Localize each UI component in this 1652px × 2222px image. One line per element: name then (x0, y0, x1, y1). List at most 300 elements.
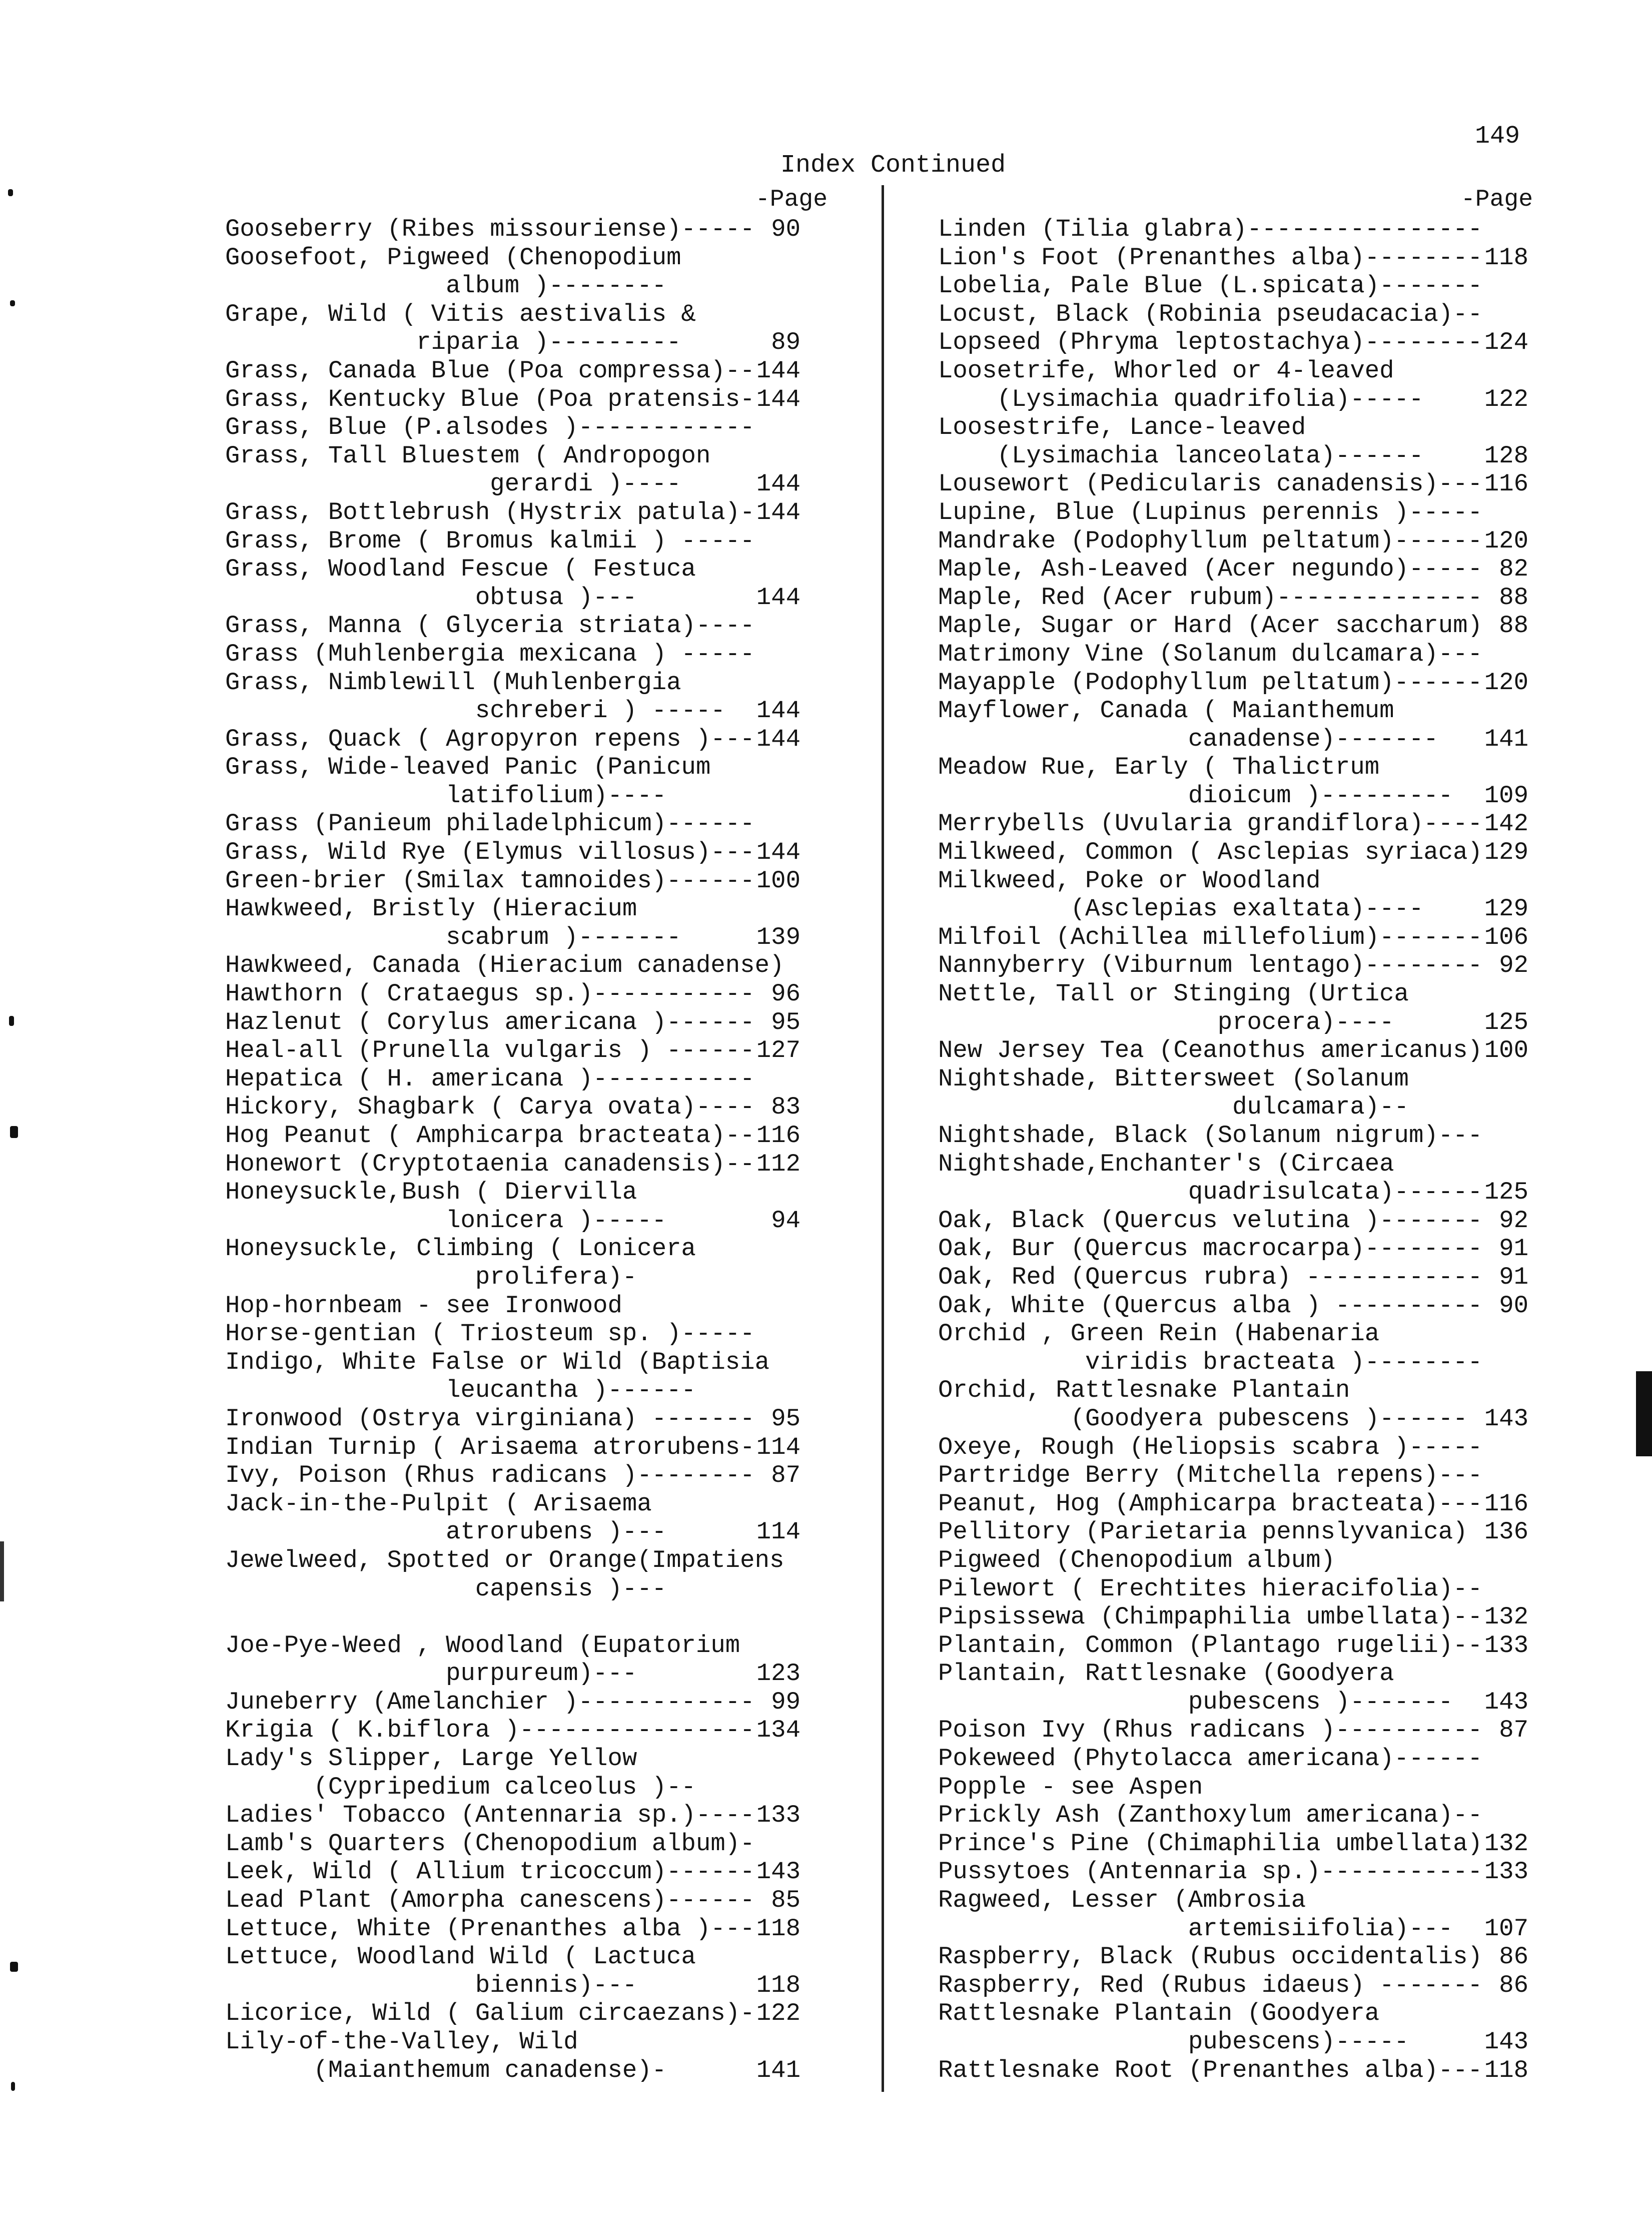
index-entry-page: 144 (756, 356, 800, 385)
index-entry-text: (Cypripedium calceolus )-- (225, 1773, 696, 1801)
index-entry (225, 1915, 800, 1943)
index-entry (938, 697, 1528, 725)
index-entry (938, 1320, 1528, 1348)
index-entry-page: 86 (1499, 1943, 1528, 1971)
index-entry (225, 612, 800, 640)
index-entry (225, 1943, 800, 1971)
index-entry (938, 895, 1528, 923)
index-entry (938, 867, 1528, 895)
index-entry-text: Lamb's Quarters (Chenopodium album)- (225, 1829, 755, 1858)
index-entry-text: Indian Turnip ( Arisaema atrorubens- (225, 1433, 755, 1461)
index-entry-text: schreberi ) ----- (225, 697, 725, 725)
index-entry-text: leucantha )------ (225, 1376, 696, 1405)
index-entry (938, 1745, 1528, 1773)
index-entry-page: 142 (1484, 810, 1528, 838)
index-entry (938, 1207, 1528, 1235)
index-entry-text: latifolium)---- (225, 781, 667, 810)
index-entry (225, 1320, 800, 1348)
index-entry-text: Honewort (Cryptotaenia canadensis)-- (225, 1150, 755, 1178)
index-entry-page: 88 (1499, 583, 1528, 612)
index-entry-text: Pigweed (Chenopodium album) (938, 1546, 1335, 1574)
index-entry (225, 1178, 800, 1207)
index-entry-text: New Jersey Tea (Ceanothus americanus) (938, 1036, 1482, 1065)
index-entry-text: Lobelia, Pale Blue (L.spicata)------- (938, 272, 1482, 300)
index-entry-page: 118 (1484, 2056, 1528, 2084)
index-entry-page: 128 (1484, 441, 1528, 470)
index-entry-text: riparia )--------- (225, 328, 681, 357)
index-entry (938, 442, 1528, 470)
index-entry-text: gerardi )---- (225, 470, 681, 498)
index-entry (938, 1631, 1528, 1660)
index-entry-page: 99 (771, 1688, 800, 1716)
index-entry-text: Grass, Canada Blue (Poa compressa)-- (225, 356, 755, 385)
index-entry (225, 1801, 800, 1830)
index-entry-page: 122 (1484, 385, 1528, 413)
index-entry (225, 1886, 800, 1915)
index-entry (225, 895, 800, 923)
index-entry-page: 90 (1499, 1291, 1528, 1320)
index-entry-text: pubescens )------- (938, 1688, 1453, 1716)
index-entry (938, 612, 1528, 640)
index-entry (938, 272, 1528, 300)
index-entry (225, 244, 800, 272)
index-entry (225, 1263, 800, 1292)
index-entry-page: 136 (1484, 1518, 1528, 1546)
index-entry-page: 118 (756, 1914, 800, 1943)
index-entry-text: Rattlesnake Root (Prenanthes alba)--- (938, 2056, 1482, 2084)
index-entry-text: Grass (Muhlenbergia mexicana ) ----- (225, 640, 755, 668)
index-entry-text: Hickory, Shagbark ( Carya ovata)---- (225, 1093, 755, 1122)
index-entry-page: 143 (756, 1858, 800, 1886)
index-entry (938, 669, 1528, 697)
index-entry-text: Grass, Quack ( Agropyron repens )--- (225, 725, 755, 753)
index-entry (225, 357, 800, 385)
index-entry (938, 1405, 1528, 1433)
index-entry-text: album )-------- (225, 272, 667, 300)
index-entry (225, 1716, 800, 1745)
index-entry-text: Lion's Foot (Prenanthes alba)-------- (938, 243, 1482, 272)
index-entry-text: Milkweed, Common ( Asclepias syriaca) (938, 838, 1482, 867)
index-entry-text: Honeysuckle, Climbing ( Lonicera (225, 1235, 696, 1263)
index-entry-text: Lousewort (Pedicularis canadensis)--- (938, 470, 1482, 498)
index-entry-page: 82 (1499, 555, 1528, 584)
index-entry-page: 132 (1484, 1603, 1528, 1631)
index-entry-text: Mayflower, Canada ( Maianthemum (938, 697, 1394, 725)
index-entry-page: 116 (756, 1122, 800, 1150)
index-entry-page: 92 (1499, 951, 1528, 980)
index-entry-text: Peanut, Hog (Amphicarpa bracteata)--- (938, 1489, 1482, 1518)
index-entry (938, 1376, 1528, 1405)
index-entry-text: Orchid, Rattlesnake Plantain (938, 1376, 1350, 1405)
index-entry-text: Grass, Nimblewill (Muhlenbergia (225, 668, 681, 697)
index-entry (938, 1093, 1528, 1122)
index-entry (938, 1886, 1528, 1915)
index-entry (938, 725, 1528, 754)
index-entry (225, 1830, 800, 1858)
index-entry (225, 1433, 800, 1462)
index-entry (225, 1490, 800, 1518)
page-column-label-right: -Page (1461, 186, 1533, 213)
index-entry-text: Indigo, White False or Wild (Baptisia (225, 1348, 769, 1376)
index-entry-page: 144 (756, 838, 800, 867)
index-entry (225, 215, 800, 244)
index-entry-text: Mandrake (Podophyllum peltatum)------ (938, 526, 1482, 555)
index-entry-text: Pokeweed (Phytolacca americana)------ (938, 1745, 1482, 1773)
index-entry (938, 244, 1528, 272)
index-entry-text: Lead Plant (Amorpha canescens)------ (225, 1886, 755, 1915)
index-entry-text: Partridge Berry (Mitchella repens)--- (938, 1461, 1482, 1490)
column-divider (882, 185, 884, 2092)
index-entry (225, 328, 800, 357)
index-entry-text: Maple, Ash-Leaved (Acer negundo)----- (938, 555, 1482, 584)
index-entry-page: 87 (1499, 1716, 1528, 1745)
index-entry (938, 1263, 1528, 1292)
index-entry-page: 107 (1484, 1914, 1528, 1943)
index-entry (938, 1659, 1528, 1688)
index-entry-text: Krigia ( K.biflora )---------------- (225, 1716, 755, 1745)
index-entry-text: dulcamara)-- (938, 1093, 1409, 1122)
index-entry (225, 980, 800, 1008)
scan-mark (9, 1016, 14, 1026)
index-entry-text: Horse-gentian ( Triosteum sp. )----- (225, 1320, 755, 1348)
index-entry (225, 923, 800, 952)
index-entry-text: Milfoil (Achillea millefolium)------- (938, 923, 1482, 951)
index-entry-text: Nightshade, Bittersweet (Solanum (938, 1064, 1409, 1093)
index-entry-text: Mayapple (Podophyllum peltatum)------ (938, 668, 1482, 697)
index-entry-text: Lettuce, Woodland Wild ( Lactuca (225, 1943, 696, 1971)
index-entry-text: Oak, Bur (Quercus macrocarpa)-------- (938, 1235, 1482, 1263)
index-entry-text: Meadow Rue, Early ( Thalictrum (938, 753, 1380, 782)
index-entry (225, 2028, 800, 2056)
index-entry (225, 1235, 800, 1263)
index-entry (938, 1546, 1528, 1575)
index-entry-page: 91 (1499, 1263, 1528, 1291)
index-entry (225, 1631, 800, 1660)
index-entry (938, 1178, 1528, 1207)
index-entry-text: Pilewort ( Erechtites hieracifolia)-- (938, 1574, 1482, 1603)
index-entry-page: 120 (1484, 526, 1528, 555)
index-entry (225, 1999, 800, 2028)
index-entry (938, 1348, 1528, 1377)
index-entry-page: 116 (1484, 1489, 1528, 1518)
index-entry-text: Hepatica ( H. americana )----------- (225, 1064, 755, 1093)
index-entry-text: Lopseed (Phryma leptostachya)-------- (938, 328, 1482, 357)
index-entry-text: Loosestrife, Lance-leaved (938, 413, 1306, 442)
index-entry (938, 782, 1528, 810)
index-entry (938, 1433, 1528, 1462)
index-entry (225, 1858, 800, 1886)
index-entry-text: Oxeye, Rough (Heliopsis scabra )----- (938, 1433, 1482, 1461)
index-entry-text: Gooseberry (Ribes missouriense)----- (225, 215, 755, 243)
index-entry (225, 1036, 800, 1065)
index-entry-page: 118 (1484, 243, 1528, 272)
index-entry-page: 124 (1484, 328, 1528, 357)
index-entry (225, 470, 800, 498)
index-entry-text: Lady's Slipper, Large Yellow (225, 1745, 637, 1773)
index-entry (938, 1461, 1528, 1490)
index-entry-page: 125 (1484, 1008, 1528, 1036)
index-entry-text: Matrimony Vine (Solanum dulcamara)--- (938, 640, 1482, 668)
index-entry-page: 114 (756, 1433, 800, 1461)
index-entry-text: Loosetrife, Whorled or 4-leaved (938, 356, 1394, 385)
index-entry-text: Merrybells (Uvularia grandiflora)---- (938, 810, 1482, 838)
index-entry-text: Hazlenut ( Corylus americana )------ (225, 1008, 755, 1036)
index-entry-text: Locust, Black (Robinia pseudacacia)-- (938, 300, 1482, 328)
index-entry (938, 385, 1528, 414)
index-entry-text: Hop-hornbeam - see Ironwood (225, 1291, 622, 1320)
index-entry-text: Honeysuckle,Bush ( Diervilla (225, 1178, 637, 1207)
index-entry-text: Grass (Panieum philadelphicum)------ (225, 810, 755, 838)
index-entry-page: 129 (1484, 895, 1528, 923)
index-entry-page: 89 (771, 328, 800, 357)
index-entry-page: 144 (756, 498, 800, 526)
index-entry (938, 1065, 1528, 1093)
index-entry (938, 300, 1528, 329)
index-entry (225, 1065, 800, 1093)
index-entry-page: 129 (1484, 838, 1528, 867)
index-entry (225, 1745, 800, 1773)
index-entry-page: 90 (771, 215, 800, 243)
index-entry-text: prolifera)- (225, 1263, 637, 1291)
index-entry (938, 555, 1528, 584)
index-entry (938, 1603, 1528, 1631)
index-entry (225, 385, 800, 414)
index-entry (225, 838, 800, 867)
index-entry-page: 109 (1484, 781, 1528, 810)
index-entry-page: 100 (1484, 1036, 1528, 1065)
index-entry (225, 1546, 800, 1575)
index-entry (225, 1093, 800, 1122)
index-entry-page: 88 (1499, 612, 1528, 640)
index-entry-page: 144 (756, 385, 800, 413)
index-entry-text: Grass, Wide-leaved Panic (Panicum (225, 753, 711, 782)
index-entry-text: Pussytoes (Antennaria sp.)----------- (938, 1858, 1482, 1886)
scan-mark (8, 189, 13, 196)
index-entry-page: 143 (1484, 1688, 1528, 1716)
index-entry-page: 143 (1484, 2028, 1528, 2056)
index-entry (225, 1122, 800, 1150)
index-entry-page: 100 (756, 866, 800, 895)
index-entry-text: Goosefoot, Pigweed (Chenopodium (225, 243, 681, 272)
scan-mark (10, 1962, 18, 1972)
index-entry-text: atrorubens )--- (225, 1518, 667, 1546)
index-entry-text: Oak, Black (Quercus velutina )------- (938, 1206, 1482, 1235)
index-entry (938, 215, 1528, 244)
scan-edge-left (0, 1541, 4, 1601)
index-entry-page: 118 (756, 1971, 800, 1999)
index-entry (938, 1518, 1528, 1546)
index-entry-text: Grass, Blue (P.alsodes )------------ (225, 413, 755, 442)
index-entry (938, 1801, 1528, 1830)
index-entry-text: Ironwood (Ostrya virginiana) ------- (225, 1404, 755, 1433)
index-entry-text: Jewelweed, Spotted or Orange(Impatiens (225, 1546, 784, 1574)
index-entry-page: 143 (1484, 1404, 1528, 1433)
index-entry-page: 95 (771, 1008, 800, 1036)
index-entry (225, 1150, 800, 1179)
index-entry (225, 1575, 800, 1603)
index-entry-text: Maple, Sugar or Hard (Acer saccharum) (938, 612, 1482, 640)
index-entry-text: Rattlesnake Plantain (Goodyera (938, 1999, 1380, 2028)
index-entry-page: 144 (756, 697, 800, 725)
index-entry (225, 527, 800, 556)
index-entry-page: 141 (1484, 725, 1528, 753)
index-entry-text: scabrum )------- (225, 923, 681, 951)
index-entry-page: 133 (1484, 1858, 1528, 1886)
index-entry-page: 144 (756, 583, 800, 612)
index-entry-text: Juneberry (Amelanchier )------------ (225, 1688, 755, 1716)
index-entry-text: procera)---- (938, 1008, 1394, 1036)
index-entry-text: biennis)--- (225, 1971, 637, 1999)
index-entry-page: 112 (756, 1150, 800, 1178)
index-entry (938, 1122, 1528, 1150)
index-entry-page: 106 (1484, 923, 1528, 951)
index-entry-page: 141 (756, 2056, 800, 2084)
index-entry (225, 697, 800, 725)
index-entry-text: Jack-in-the-Pulpit ( Arisaema (225, 1489, 652, 1518)
index-entry-page: 91 (1499, 1235, 1528, 1263)
index-entry (225, 584, 800, 612)
index-entry-text: Prickly Ash (Zanthoxylum americana)-- (938, 1801, 1482, 1830)
index-entry-text: (Lysimachia quadrifolia)----- (938, 385, 1424, 413)
index-entry-text: Grass, Wild Rye (Elymus villosus)--- (225, 838, 755, 867)
index-entry-page: 132 (1484, 1829, 1528, 1858)
index-entry (225, 867, 800, 895)
scan-mark (10, 1126, 18, 1138)
index-entry (938, 1688, 1528, 1717)
index-entry (938, 1235, 1528, 1263)
index-entry-text: (Lysimachia lanceolata)------ (938, 441, 1424, 470)
index-entry-text: Heal-all (Prunella vulgaris ) ------ (225, 1036, 755, 1065)
index-entry-text: Lupine, Blue (Lupinus perennis )----- (938, 498, 1482, 526)
index-entry-text: Ragweed, Lesser (Ambrosia (938, 1886, 1306, 1915)
index-column-right (938, 215, 1528, 2084)
index-entry-text: quadrisulcata)------ (938, 1178, 1482, 1207)
index-entry-text: Raspberry, Black (Rubus occidentalis) (938, 1943, 1482, 1971)
index-entry (938, 527, 1528, 556)
index-entry-text: Lily-of-the-Valley, Wild (225, 2028, 578, 2056)
index-entry-text: Hawkweed, Canada (Hieracium canadense) (225, 951, 784, 980)
index-entry-text: Prince's Pine (Chimaphilia umbellata) (938, 1829, 1482, 1858)
index-entry-text: capensis )--- (225, 1574, 667, 1603)
index-entry (938, 810, 1528, 838)
index-entry (225, 669, 800, 697)
index-entry (938, 980, 1528, 1008)
index-entry-page: 83 (771, 1093, 800, 1122)
index-entry-text: Raspberry, Red (Rubus idaeus) ------- (938, 1971, 1482, 1999)
index-entry (938, 1971, 1528, 2000)
index-entry (225, 300, 800, 329)
index-entry-text: dioicum )--------- (938, 781, 1453, 810)
index-entry-text: Poison Ivy (Rhus radicans )---------- (938, 1716, 1482, 1745)
index-entry-text: Pellitory (Parietaria pennslyvanica) (938, 1518, 1468, 1546)
scan-edge-bar (1636, 1371, 1652, 1456)
index-entry-text: Grass, Bottlebrush (Hystrix patula)- (225, 498, 755, 526)
index-entry-page: 95 (771, 1404, 800, 1433)
index-entry (938, 1716, 1528, 1745)
index-entry (225, 1518, 800, 1546)
page-title: Index Continued (780, 151, 1006, 180)
index-entry-page: 116 (1484, 470, 1528, 498)
index-entry (938, 584, 1528, 612)
index-entry (938, 923, 1528, 952)
index-entry (938, 951, 1528, 980)
index-entry-text: Leek, Wild ( Allium tricoccum)------ (225, 1858, 755, 1886)
index-entry-text: Orchid , Green Rein (Habenaria (938, 1320, 1380, 1348)
index-entry-page: 133 (756, 1801, 800, 1830)
index-entry-text: Linden (Tilia glabra)---------------- (938, 215, 1482, 243)
index-entry-text: Nannyberry (Viburnum lentago)-------- (938, 951, 1482, 980)
index-entry-page: 127 (756, 1036, 800, 1065)
index-entry (938, 1915, 1528, 1943)
index-entry (938, 357, 1528, 385)
index-entry-text: viridis bracteata )-------- (938, 1348, 1482, 1376)
index-entry (225, 442, 800, 470)
index-entry (938, 1150, 1528, 1179)
index-entry-text: Hawkweed, Bristly (Hieracium (225, 895, 637, 923)
index-entry (225, 555, 800, 584)
index-entry (938, 1830, 1528, 1858)
index-entry (938, 838, 1528, 867)
index-entry (225, 498, 800, 527)
index-entry-text: Grass, Brome ( Bromus kalmii ) ----- (225, 526, 755, 555)
index-entry-text: Grass, Kentucky Blue (Poa pratensis- (225, 385, 755, 413)
page-number: 149 (1475, 122, 1520, 151)
index-entry-text: Milkweed, Poke or Woodland (938, 866, 1321, 895)
index-entry (938, 498, 1528, 527)
index-entry (938, 1858, 1528, 1886)
index-entry (225, 810, 800, 838)
index-entry-text: (Asclepias exaltata)---- (938, 895, 1424, 923)
index-entry (225, 725, 800, 754)
index-entry (938, 2056, 1528, 2085)
index-entry-page: 123 (756, 1659, 800, 1688)
index-entry (225, 951, 800, 980)
index-entry (938, 2028, 1528, 2056)
index-entry (938, 1773, 1528, 1802)
index-entry (938, 1999, 1528, 2028)
index-entry (225, 1603, 800, 1631)
index-entry-text: obtusa )--- (225, 583, 637, 612)
index-entry (225, 1461, 800, 1490)
index-entry (225, 753, 800, 782)
index-entry-text: Joe-Pye-Weed , Woodland (Eupatorium (225, 1631, 740, 1659)
index-entry-text: Hawthorn ( Crataegus sp.)----------- (225, 980, 755, 1008)
index-entry-text: Grass, Manna ( Glyceria striata)---- (225, 612, 755, 640)
index-entry-text: purpureum)--- (225, 1659, 637, 1688)
index-entry (938, 1943, 1528, 1971)
index-entry (938, 1292, 1528, 1320)
scan-mark (10, 300, 15, 306)
index-entry (225, 640, 800, 669)
page-column-label-left: -Page (755, 186, 828, 213)
index-entry-page: 86 (1499, 1971, 1528, 1999)
index-entry (225, 2056, 800, 2085)
index-entry-page: 85 (771, 1886, 800, 1915)
index-entry (225, 1405, 800, 1433)
index-entry-text: Grass, Woodland Fescue ( Festuca (225, 555, 696, 584)
index-entry (938, 640, 1528, 669)
index-entry-page: 139 (756, 923, 800, 951)
index-entry (225, 413, 800, 442)
index-entry (225, 1688, 800, 1717)
index-entry-text: Lettuce, White (Prenanthes alba )--- (225, 1914, 755, 1943)
index-entry-page: 122 (756, 1999, 800, 2028)
index-entry (938, 1490, 1528, 1518)
index-entry (225, 1348, 800, 1377)
index-entry-text: Nightshade,Enchanter's (Circaea (938, 1150, 1394, 1178)
index-entry-text: Licorice, Wild ( Galium circaezans)- (225, 1999, 755, 2028)
index-entry-page: 134 (756, 1716, 800, 1745)
